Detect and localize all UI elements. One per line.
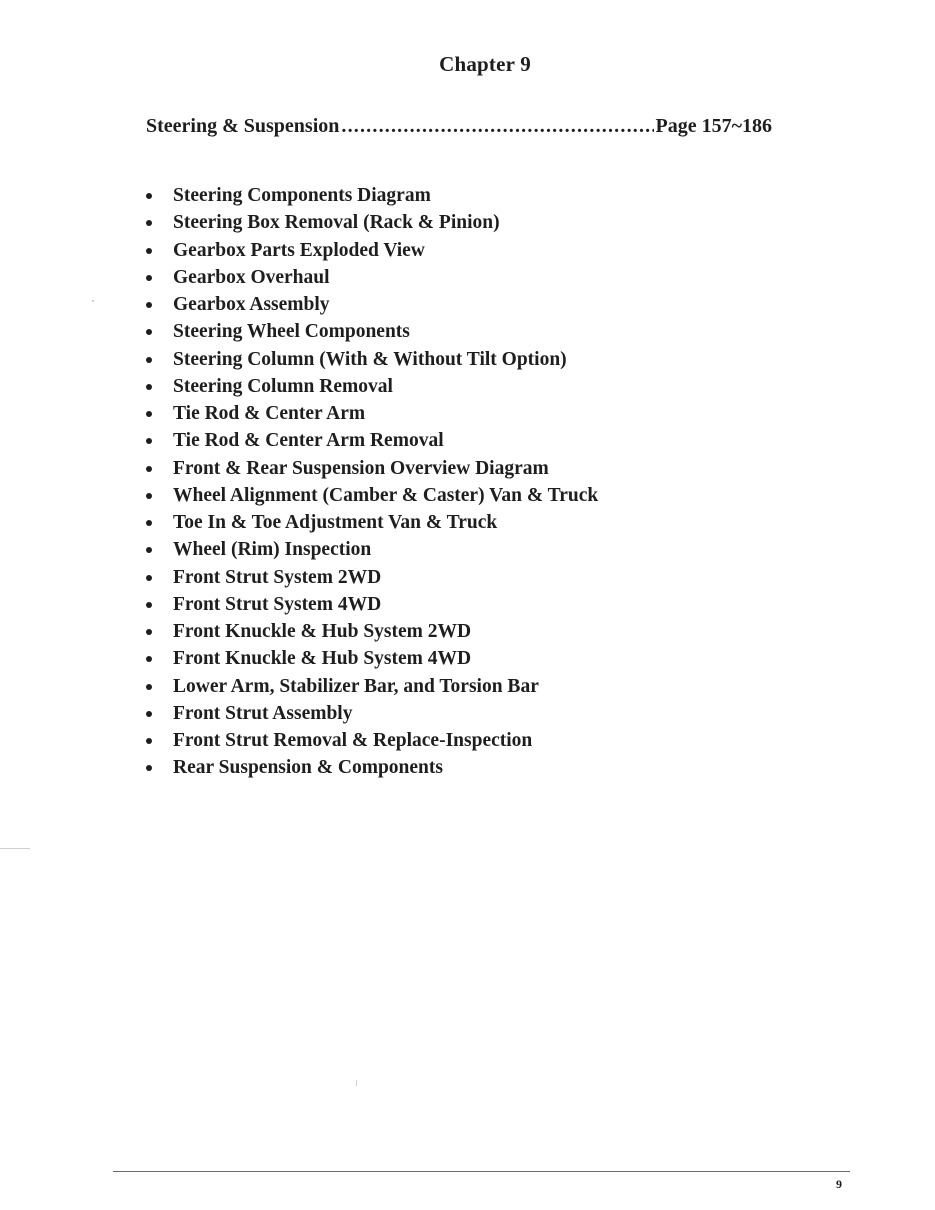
topic-label: Lower Arm, Stabilizer Bar, and Torsion Bar xyxy=(173,675,539,697)
topic-label: Gearbox Parts Exploded View xyxy=(173,239,425,261)
list-item xyxy=(146,754,598,781)
topic-list xyxy=(146,182,598,782)
list-item xyxy=(146,591,598,618)
topic-label: Steering Column Removal xyxy=(173,375,393,397)
bullet-icon xyxy=(146,493,152,499)
bullet-icon xyxy=(146,520,152,526)
bullet-icon xyxy=(146,466,152,472)
bullet-icon xyxy=(146,602,152,608)
topic-label: Toe In & Toe Adjustment Van & Truck xyxy=(173,512,498,533)
toc-entry xyxy=(146,115,772,138)
bullet-icon xyxy=(146,629,152,635)
topic-label: Front Strut Removal & Replace-Inspection xyxy=(173,730,533,751)
list-item xyxy=(146,700,598,727)
list-item xyxy=(146,455,598,482)
topic-label: Tie Rod & Center Arm xyxy=(173,403,366,424)
scan-speck xyxy=(92,300,94,302)
bullet-icon xyxy=(146,275,152,281)
topic-label: Rear Suspension & Components xyxy=(173,757,443,779)
topic-label: Front Strut System 4WD xyxy=(173,593,382,615)
topic-label: Front Knuckle & Hub System 2WD xyxy=(173,621,472,642)
page-number: 9 xyxy=(836,1177,842,1191)
list-item xyxy=(146,482,598,509)
topic-label: Steering Components Diagram xyxy=(173,185,431,206)
bullet-icon xyxy=(146,738,152,744)
list-item xyxy=(146,400,598,427)
scan-speck xyxy=(356,1080,357,1086)
bullet-icon xyxy=(146,329,152,335)
list-item xyxy=(146,291,598,318)
list-item xyxy=(146,618,598,645)
bullet-icon xyxy=(146,193,152,199)
bullet-icon xyxy=(146,656,152,662)
bullet-icon xyxy=(146,711,152,717)
bullet-icon xyxy=(146,438,152,444)
list-item xyxy=(146,237,598,264)
list-item xyxy=(146,727,598,754)
topic-label: Front Strut System 2WD xyxy=(173,566,382,588)
bullet-icon xyxy=(146,575,152,581)
topic-label: Steering Box Removal (Rack & Pinion) xyxy=(173,212,500,234)
bullet-icon xyxy=(146,684,152,690)
footer-divider xyxy=(113,1171,850,1172)
list-item xyxy=(146,536,598,563)
topic-label: Wheel (Rim) Inspection xyxy=(173,539,372,561)
list-item xyxy=(146,264,598,291)
topic-label: Gearbox Assembly xyxy=(173,294,330,315)
bullet-icon xyxy=(146,411,152,417)
toc-dot-leader xyxy=(341,115,653,138)
topic-label: Steering Wheel Components xyxy=(173,321,410,343)
bullet-icon xyxy=(146,302,152,308)
topic-label: Front Knuckle & Hub System 4WD xyxy=(173,648,472,670)
bullet-icon xyxy=(146,765,152,771)
bullet-icon xyxy=(146,357,152,363)
topic-label: Front Strut Assembly xyxy=(173,702,353,724)
list-item xyxy=(146,373,598,400)
list-item xyxy=(146,209,598,236)
topic-label: Front & Rear Suspension Overview Diagram xyxy=(173,457,549,479)
bullet-icon xyxy=(146,547,152,553)
toc-page-range: Page 157~186 xyxy=(655,115,772,137)
list-item xyxy=(146,645,598,672)
list-item xyxy=(146,318,598,345)
bullet-icon xyxy=(146,384,152,390)
list-item xyxy=(146,673,598,700)
list-item xyxy=(146,182,598,209)
topic-label: Tie Rod & Center Arm Removal xyxy=(173,430,444,452)
list-item xyxy=(146,427,598,454)
bullet-icon xyxy=(146,248,152,254)
chapter-title: Chapter 9 xyxy=(439,52,531,76)
list-item xyxy=(146,564,598,591)
bullet-icon xyxy=(146,220,152,226)
topic-label: Gearbox Overhaul xyxy=(173,266,330,288)
scan-speck xyxy=(0,848,30,849)
toc-section-label: Steering & Suspension xyxy=(146,115,340,137)
topic-label: Steering Column (With & Without Tilt Option) xyxy=(173,348,567,370)
list-item xyxy=(146,509,598,536)
topic-label: Wheel Alignment (Camber & Caster) Van & Truck xyxy=(173,484,599,506)
list-item xyxy=(146,346,598,373)
